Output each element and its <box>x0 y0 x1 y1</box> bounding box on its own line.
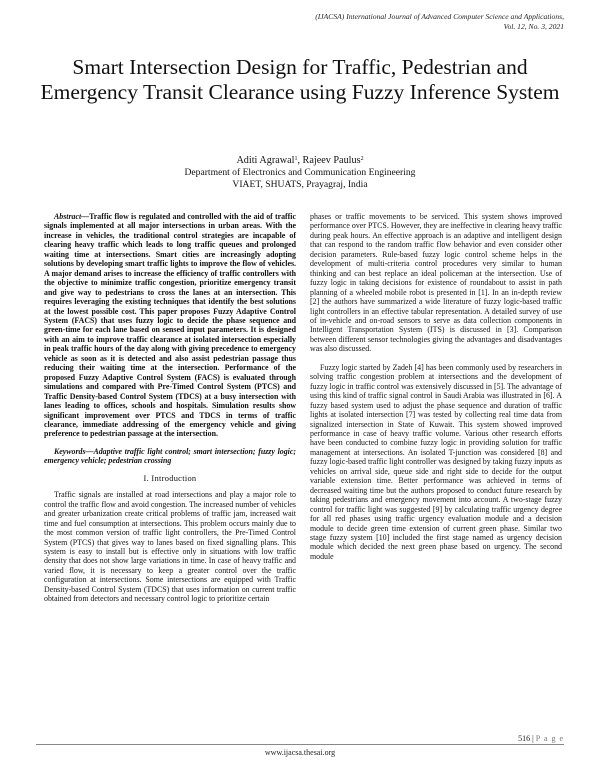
keywords-label: Keywords— <box>54 446 94 456</box>
section-heading: I. Introduction <box>143 473 197 483</box>
author-separator: , <box>297 155 303 166</box>
footer-url: www.ijacsa.thesai.org <box>264 748 336 757</box>
journal-volume: Vol. 12, No. 3, 2021 <box>503 22 564 31</box>
abstract-label: Abstract— <box>54 212 90 221</box>
department: Department of Electronics and Communication Engineering <box>184 167 416 178</box>
author-1-affiliation: 1 <box>294 156 298 162</box>
body-paragraph-3: Fuzzy logic started by Zadeh [4] has been commonly used by researchers in solving traffic congestion problem at intersections and the development of fuzzy logic in traffic control was extensively discussed in [5]. The advantage of using this kind of traffic signal control in Saudi Arabia was illustrated in [6]. A fuzzy based system used to adjust the phase sequence and duration of traffic lights at isolated intersection [7] was tested by collecting real time data from signalized intersection in State of Kuwait. This system showed improved performance in case of heavy traffic volume. Various other research efforts have been conducted to combine fuzzy logic in providing solution for traffic management at intersections. An isolated T-junction was considered [8] and fuzzy logic-based traffic light controller was designed by taking fuzzy inputs as vehicles on arrival side, queue side and right side to decide for the output variable extension time. Better performance was achieved in terms of decreased waiting time but the authors proposed to conduct future research by taking pedestrians and emergency movement into account. A two-stage fuzzy control for traffic light was suggested [9] by calculating traffic urgency degree for all red phases using traffic urgency evaluation module and a decision module to decide green time extension of current green phase. Similar two stage fuzzy system [10] included the first stage named as urgency decision module which decided the next green phase based on urgency. The second module <box>310 362 562 561</box>
body-paragraph-1: Traffic signals are installed at road intersections and play a major role to control the traffic flow and avoid congestion. The increased number of vehicles and greater urbanization create critical problems of traffic jam, increased wait time and fuel consumption at intersections. This problem occurs mainly due to the most common version of traffic light controllers, the Pre-Timed Control System (PTCS) that gives way to lanes based on fixed signalling plans. This system is easy to install but is effective only in situations with low traffic density that does not show large variations in time. In case of heavy traffic and varied flow, it is necessary to keep a greater control over the traffic configuration at intersections. Some intersections are equipped with Traffic Density-based Control System (TDCS) that uses information on current traffic obtained from detectors and necessary control logic to prioritize certain <box>44 490 296 604</box>
page-word: P a g e <box>535 734 564 743</box>
body-paragraph-2: phases or traffic movements to be serviced. This system shows improved performance over PTCS. However, they are ineffective in clearing heavy traffic during peak hours. An effective approach is an adaptive and intelligent design that can respond to the random traffic flow behavior and even consider other decision parameters. Rule-based fuzzy logic control scheme helps in the development of multi-criteria control procedures very similar to human thinking and can best replace an ideal policeman at the intersection. Use of fuzzy logic in taking decisions for existence of roundabout to assist in path planning of a wheeled mobile robot is presented in [1]. In an in-depth review [2] the authors have summarized a wide literature of fuzzy logic-based traffic light controllers in an effective tabular representation. A detailed survey of use of in-vehicle and on-road sensors to serve as data collection components in Intelligent Transportation System (ITS) is discussed in [3]. Comparison between different sensor technologies giving the advantages and disadvantages was also discussed. <box>310 212 562 354</box>
keywords-text: Adaptive traffic light control; smart intersection; fuzzy logic; emergency vehicle; pedestrian crossing <box>44 446 296 466</box>
journal-name: (IJACSA) International Journal of Advanced Computer Science and Applications, <box>315 12 564 21</box>
author-2-affiliation: 2 <box>360 156 364 162</box>
right-column <box>310 212 562 561</box>
running-header <box>204 12 564 32</box>
page-number <box>518 734 564 743</box>
author-names <box>40 155 560 167</box>
footer-divider <box>36 744 564 745</box>
abstract <box>44 212 296 439</box>
left-column <box>44 212 296 604</box>
page-number-value: 516 | <box>518 734 536 743</box>
abstract-text: Traffic flow is regulated and controlled with the aid of traffic signals implemented at all major intersections in urban areas. With the increase in vehicles, the traditional control strategies are incapable of clearing heavy traffic which leads to long traffic queues and prolonged waiting time at intersections. Smart cities are increasingly adopting solutions by developing smart traffic lights to improve the flow of vehicles. A major demand arises to increase the efficiency of traffic controllers with the objective to minimize traffic congestion, prioritize emergency transit and give way to pedestrians to cross the lanes at an intersection. This requires leveraging the existing techniques that identify the best solutions at the lowest possible cost. This paper proposes Fuzzy Adaptive Control System (FACS) that uses fuzzy logic to decide the phase sequence and green-time for each lane based on sensed input parameters. It is designed with an aim to improve traffic clearance at isolated intersection especially in peak traffic hours of the day along with giving precedence to emergency vehicle as soon as it is detected and also assist pedestrian passage thus reducing their waiting time at the intersection. Performance of the proposed Fuzzy Adaptive Control System (FACS) is evaluated through simulations and compared with Pre-Timed Control System (PTCS) and Traffic Density-based Control System (TDCS) at a busy intersection with lanes leading to offices, schools and hospitals. Simulation results show significant improvement over PTCS and TDCS in terms of traffic clearance, immediate addressing of the emergency vehicle and giving preference to pedestrian passage at the intersection. <box>44 212 296 439</box>
author-2: Rajeev Paulus <box>302 155 361 166</box>
paper-title: Smart Intersection Design for Traffic, Pedestrian and Emergency Transit Clearance using Fuzzy Inference System <box>40 55 560 104</box>
keywords <box>44 447 296 466</box>
institution: VIAET, SHUATS, Prayagraj, India <box>232 179 368 190</box>
author-block <box>40 155 560 191</box>
author-1: Aditi Agrawal <box>236 155 295 166</box>
